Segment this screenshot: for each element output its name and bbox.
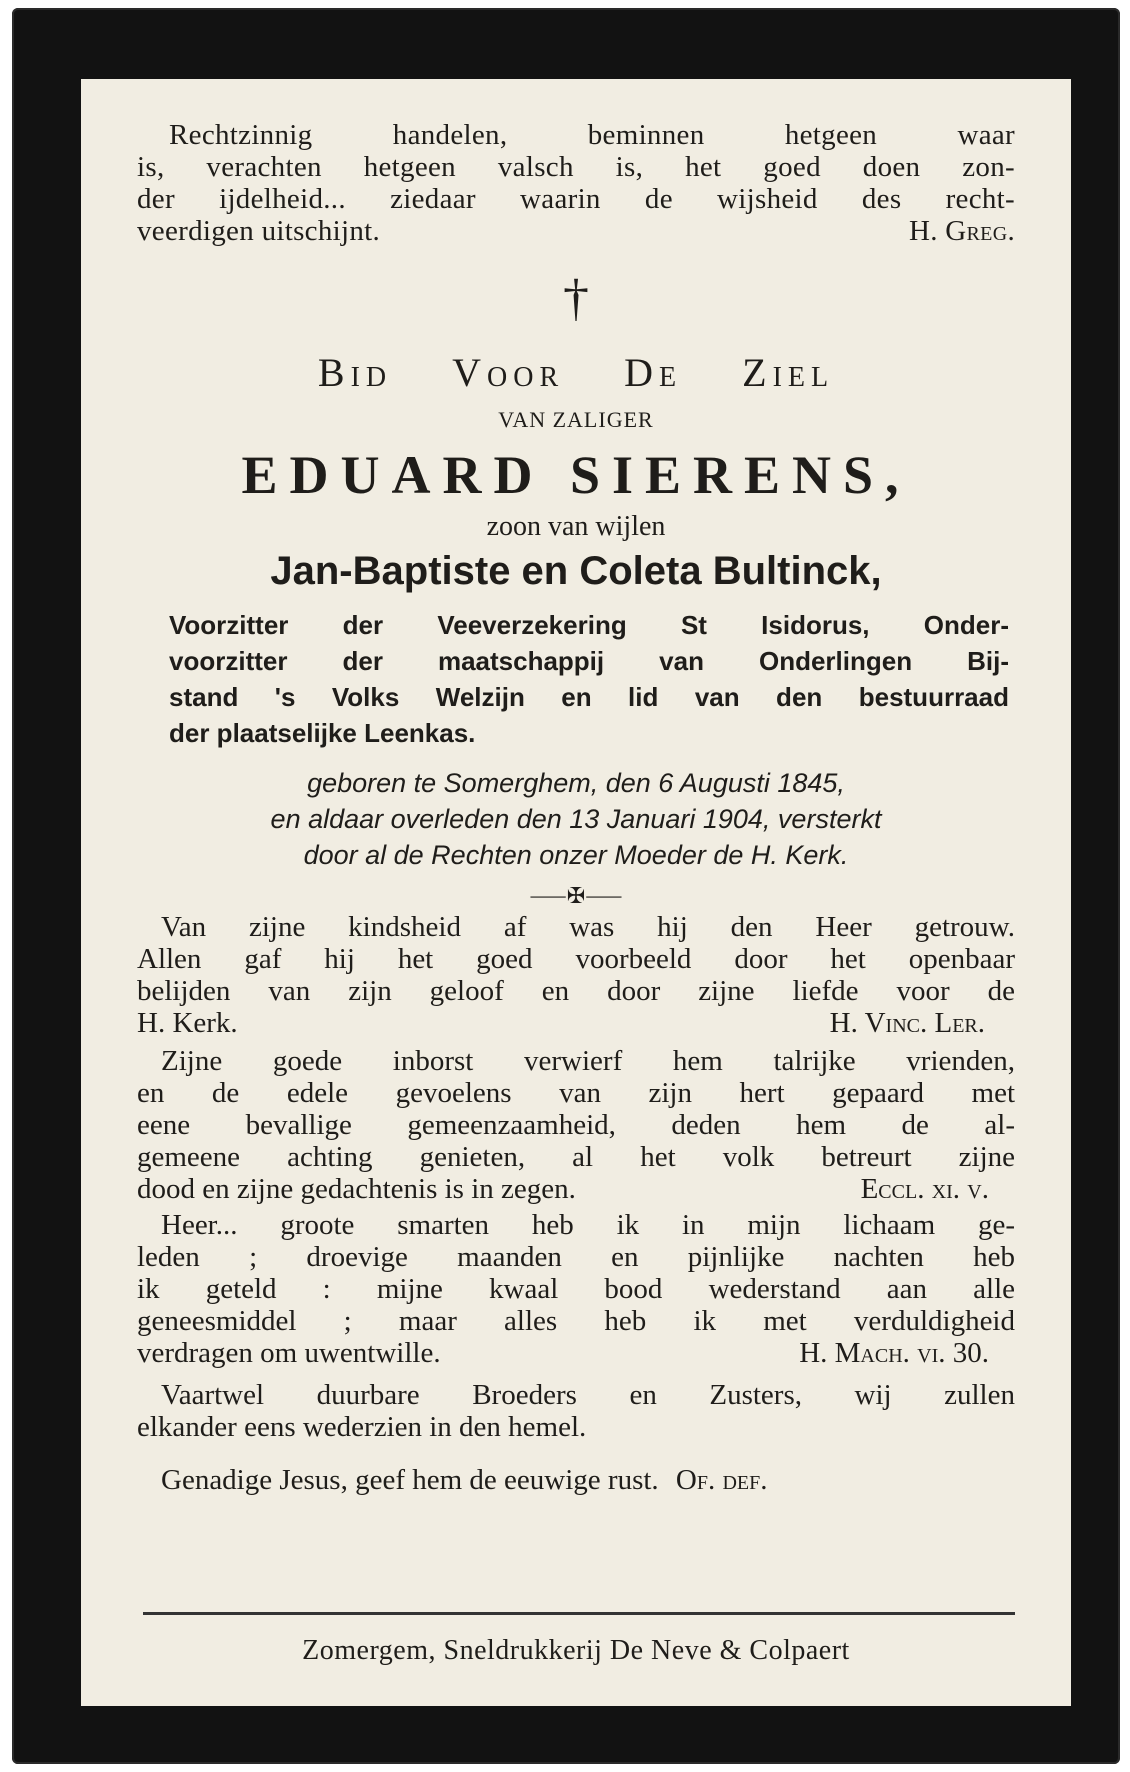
para-attribution: H. Mach. vi. 30. (799, 1337, 989, 1369)
function-line: stand 's Volks Welzijn en lid van den bestuurraad (169, 682, 1009, 712)
para-line: Heer... groote smarten heb ik in mijn lichaam ge- (161, 1209, 1015, 1241)
prayer-heading (81, 349, 1071, 396)
cross-icon: † (563, 270, 589, 327)
para-line: Allen gaf hij het goed voorbeeld door het openbaar (137, 943, 1015, 975)
function-line: Voorzitter der Veeverzekering St Isidorus, Onder- (169, 610, 1009, 640)
para-line: Zijne goede inborst verwierf hem talrijke vrienden, (161, 1045, 1015, 1077)
para-line: verdragen om uwentwille. (137, 1337, 441, 1369)
para-line: belijden van zijn geloof en door zijne liefde voor de (137, 975, 1015, 1007)
functions (169, 607, 1009, 751)
paragraph-5 (137, 1464, 1015, 1496)
heading-word: Voor (452, 350, 565, 395)
para-line: eene bevallige gemeenzaamheid, deden hem de al- (137, 1109, 1015, 1141)
quote-attribution: H. Greg. (908, 215, 1015, 247)
para-line: Van zijne kindsheid af was hij den Heer getrouw. (161, 911, 1015, 943)
paragraph-2 (137, 1045, 1015, 1205)
para-line: en de edele gevoelens van zijn hert gepaard met (137, 1077, 1015, 1109)
para-attribution: Eccl. xi. v. (860, 1173, 989, 1205)
quote-line: is, verachten hetgeen valsch is, het goed doen zon- (137, 151, 1015, 183)
para-attribution: Of. def. (675, 1464, 768, 1496)
quote-line: der ijdelheid... ziedaar waarin de wijsheid des recht- (137, 183, 1015, 215)
para-line-last (137, 1173, 1015, 1205)
quote-line: Rechtzinnig handelen, beminnen hetgeen waar (169, 119, 1015, 151)
paragraph-1 (137, 911, 1015, 1039)
quote-line-last (137, 215, 1015, 247)
para-line-last (137, 1464, 1015, 1496)
para-line: geneesmiddel ; maar alles heb ik met verduldigheid (137, 1305, 1015, 1337)
para-line-last (137, 1007, 1015, 1039)
para-line: ik geteld : mijne kwaal bood wederstand aan alle (137, 1273, 1015, 1305)
printer-imprint: Zomergem, Sneldrukkerij De Neve & Colpaert (302, 1635, 850, 1666)
function-line: voorzitter der maatschappij van Onderlingen Bij- (169, 646, 1009, 676)
deceased-name: EDUARD SIERENS, (241, 445, 911, 505)
parents-names: Jan-Baptiste en Coleta Bultinck, (270, 549, 882, 593)
son-of: zoon van wijlen (486, 511, 666, 542)
para-line: elkander eens wederzien in den hemel. (137, 1411, 587, 1443)
para-line: gemeene achting genieten, al het volk betreurt zijne (137, 1141, 1015, 1173)
birth-line: en aldaar overleden den 13 Januari 1904, versterkt (270, 804, 882, 834)
para-line: dood en zijne gedachtenis is in zegen. (137, 1173, 576, 1205)
card-paper (81, 79, 1071, 1706)
paragraph-4 (137, 1379, 1015, 1443)
para-line: H. Kerk. (137, 1007, 238, 1039)
divider-rule (143, 1612, 1015, 1615)
para-line-last (137, 1337, 1015, 1369)
ornament-divider: ⸺✠⸺ (529, 883, 623, 908)
function-line: der plaatselijke Leenkas. (169, 718, 476, 748)
memorial-card (12, 8, 1120, 1764)
para-line: Genadige Jesus, geef hem de eeuwige rust. (161, 1464, 659, 1496)
van-zaliger: VAN ZALIGER (498, 407, 654, 432)
birth-line: door al de Rechten onzer Moeder de H. Kerk. (303, 840, 849, 870)
heading-word: Ziel (742, 350, 835, 395)
para-attribution: H. Vinc. Ler. (829, 1007, 985, 1039)
para-line: leden ; droevige maanden en pijnlijke nachten heb (137, 1241, 1015, 1273)
para-line: Vaartwel duurbare Broeders en Zusters, wij zullen (161, 1379, 1015, 1411)
birth-line: geboren te Somerghem, den 6 Augusti 1845, (307, 768, 845, 798)
paragraph-3 (137, 1209, 1015, 1369)
opening-quote (137, 119, 1015, 247)
heading-word: Bid (317, 350, 393, 395)
heading-word: De (624, 350, 683, 395)
quote-line: veerdigen uitschijnt. (137, 215, 381, 247)
birth-death (153, 765, 999, 873)
